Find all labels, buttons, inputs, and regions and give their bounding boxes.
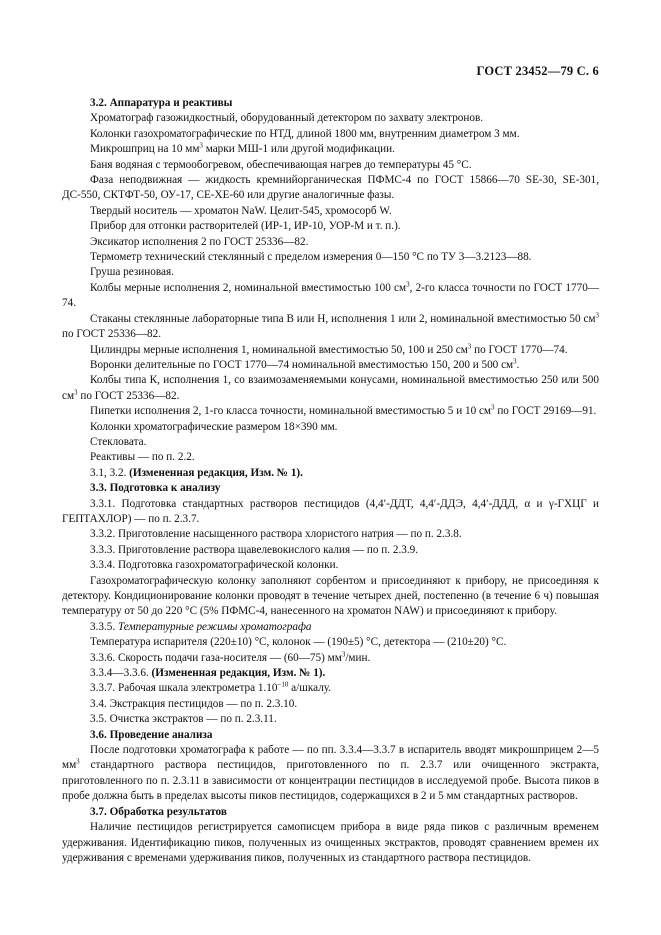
- paragraph: 3.3.6. Скорость подачи газа-носителя — (60—75) $мм^3$/мин.: [90, 649, 371, 664]
- paragraph: Газохроматографическую колонку заполняют сорбентом и присоединяют к прибору, не присоединяя к детектору. Кондиционирование колонки проводят в течение четырех дней, постепенно (в течение 6 ч) повышая температуру от 50 до 220 °С (5% ПФМС-4, нанесенного на хроматон NAW) и присоединяют к прибору.: [62, 574, 599, 618]
- document-body: [62, 96, 599, 866]
- paragraph: 3.3.5. Температурные режимы хроматографа: [90, 620, 312, 633]
- paragraph: Колбы типа К, исполнения 1, со взаимозаменяемыми конусами, номинальной вместимостью 250 или 500 $см^3$ по ГОСТ 25336—82.: [62, 374, 599, 402]
- paragraph: Баня водяная с термообогревом, обеспечивающая нагрев до температуры 45 °С.: [90, 158, 472, 171]
- paragraph: Термометр технический стеклянный с пределом измерения 0—150 °С по ТУ 3—3.2123—88.: [90, 251, 532, 264]
- paragraph: Прибор для отгонки растворителей (ИР-1, ИР-10, УОР-М и т. п.).: [90, 220, 401, 233]
- section-heading-3-3: 3.3. Подготовка к анализу: [90, 482, 221, 495]
- paragraph: Хроматограф газожидкостный, оборудованный детектором по захвату электронов.: [90, 112, 484, 125]
- amendment-note: 3.3.4—3.3.6. (Измененная редакция, Изм. № 1).: [90, 667, 326, 680]
- paragraph: Воронки делительные по ГОСТ 1770—74 номинальной вместимостью 150, 200 и 500 $см^3$.: [90, 357, 520, 371]
- paragraph: 3.3.7. Рабочая шкала электрометра $1.10^{-10}$ а/шкалу.: [90, 680, 332, 695]
- paragraph: Реактивы — по п. 2.2.: [90, 451, 195, 464]
- paragraph: Колонки хроматографические размером 18×390 мм.: [90, 420, 338, 433]
- paragraph: Эксикатор исполнения 2 по ГОСТ 25336—82.: [90, 235, 309, 248]
- paragraph: 3.3.1. Подготовка стандартных растворов пестицидов (4,4′-ДДТ, 4,4′-ДДЭ, 4,4′-ДДД, α и γ-ГХЦГ и ГЕПТАХЛОР) — по п. 2.3.7.: [62, 497, 599, 525]
- amendment-note: 3.1, 3.2. (Измененная редакция, Изм. № 1).: [90, 466, 303, 479]
- paragraph: Цилиндры мерные исполнения 1, номинальной вместимостью 50, 100 и 250 $см^3$ по ГОСТ 1770—74.: [90, 341, 568, 356]
- paragraph: 3.3.4. Подготовка газохроматографической колонки.: [90, 559, 339, 572]
- paragraph: Стекловата.: [90, 435, 147, 448]
- section-heading-3-2: 3.2. Аппаратура и реактивы: [90, 97, 233, 109]
- section-heading-3-6: 3.6. Проведение анализа: [90, 728, 213, 741]
- paragraph: 3.5. Очистка экстрактов — по п. 2.3.11.: [90, 713, 277, 726]
- paragraph: Стаканы стеклянные лабораторные типа В или Н, исполнения 1 или 2, номинальной вместимостью 50 $см^3$ по ГОСТ 25336—82.: [62, 310, 599, 341]
- paragraph: Твердый носитель — хроматон NaW. Целит-545, хромосорб W.: [90, 204, 392, 217]
- paragraph: Пипетки исполнения 2, 1-го класса точности, номинальной вместимостью 5 и 10 $см^3$ по ГОСТ 29169—91.: [90, 403, 597, 418]
- paragraph: После подготовки хроматографа к работе — по пп. 3.3.4—3.3.7 в испаритель вводят микрошприцем 2—5 $мм^3$ стандартного раствора пестицидов, приготовленного по п. 2.3.7 или очищенного экстракта, приготовленного по п. 2.3.11 в зависимости от концентрации пестицидов в исследуемой пробе. Высота пиков в пробе должна быть в пределах высоты пиков пестицидов, содержащихся в 2 и 5 мм стандартных растворов.: [62, 744, 599, 803]
- paragraph: Колонки газохроматографические по НТД, длиной 1800 мм, внутренним диаметром 3 мм.: [90, 127, 520, 140]
- paragraph: 3.3.3. Приготовление раствора щавелевокислого калия — по п. 2.3.9.: [90, 543, 419, 556]
- paragraph: Колбы мерные исполнения 2, номинальной вместимостью 100 $см^3$, 2-го класса точности по ГОСТ 1770—74.: [62, 280, 599, 310]
- paragraph: 3.3.2. Приготовление насыщенного раствора хлористого натрия — по п. 2.3.8.: [90, 528, 462, 541]
- paragraph: Микрошприц на 10 $мм^3$ марки МШ-1 или другой модификации.: [90, 141, 395, 156]
- paragraph: Температура испарителя (220±10) °С, колонок — (190±5) °С, детектора — (210±20) °С.: [90, 636, 507, 649]
- paragraph: 3.4. Экстракция пестицидов — по п. 2.3.10.: [90, 697, 298, 710]
- paragraph: Фаза неподвижная — жидкость кремнийорганическая ПФМС-4 по ГОСТ 15866—70 SE-30, SE-301, ДС-550, СКТФТ-50, ОУ-17, СЕ-ХЕ-60 или другие аналогичные фазы.: [62, 174, 599, 202]
- page-header: ГОСТ 23452—79 С. 6: [476, 64, 599, 78]
- section-heading-3-7: 3.7. Обработка результатов: [90, 805, 227, 818]
- paragraph: Груша резиновая.: [90, 266, 174, 279]
- paragraph: Наличие пестицидов регистрируется самописцем прибора в виде ряда пиков с различным временем удерживания. Идентификацию пиков, полученных из очищенных экстрактов, проводят сравнением времен их удерживания с временами удерживания пиков, полученных из стандартного раствора пестицидов.: [62, 821, 599, 864]
